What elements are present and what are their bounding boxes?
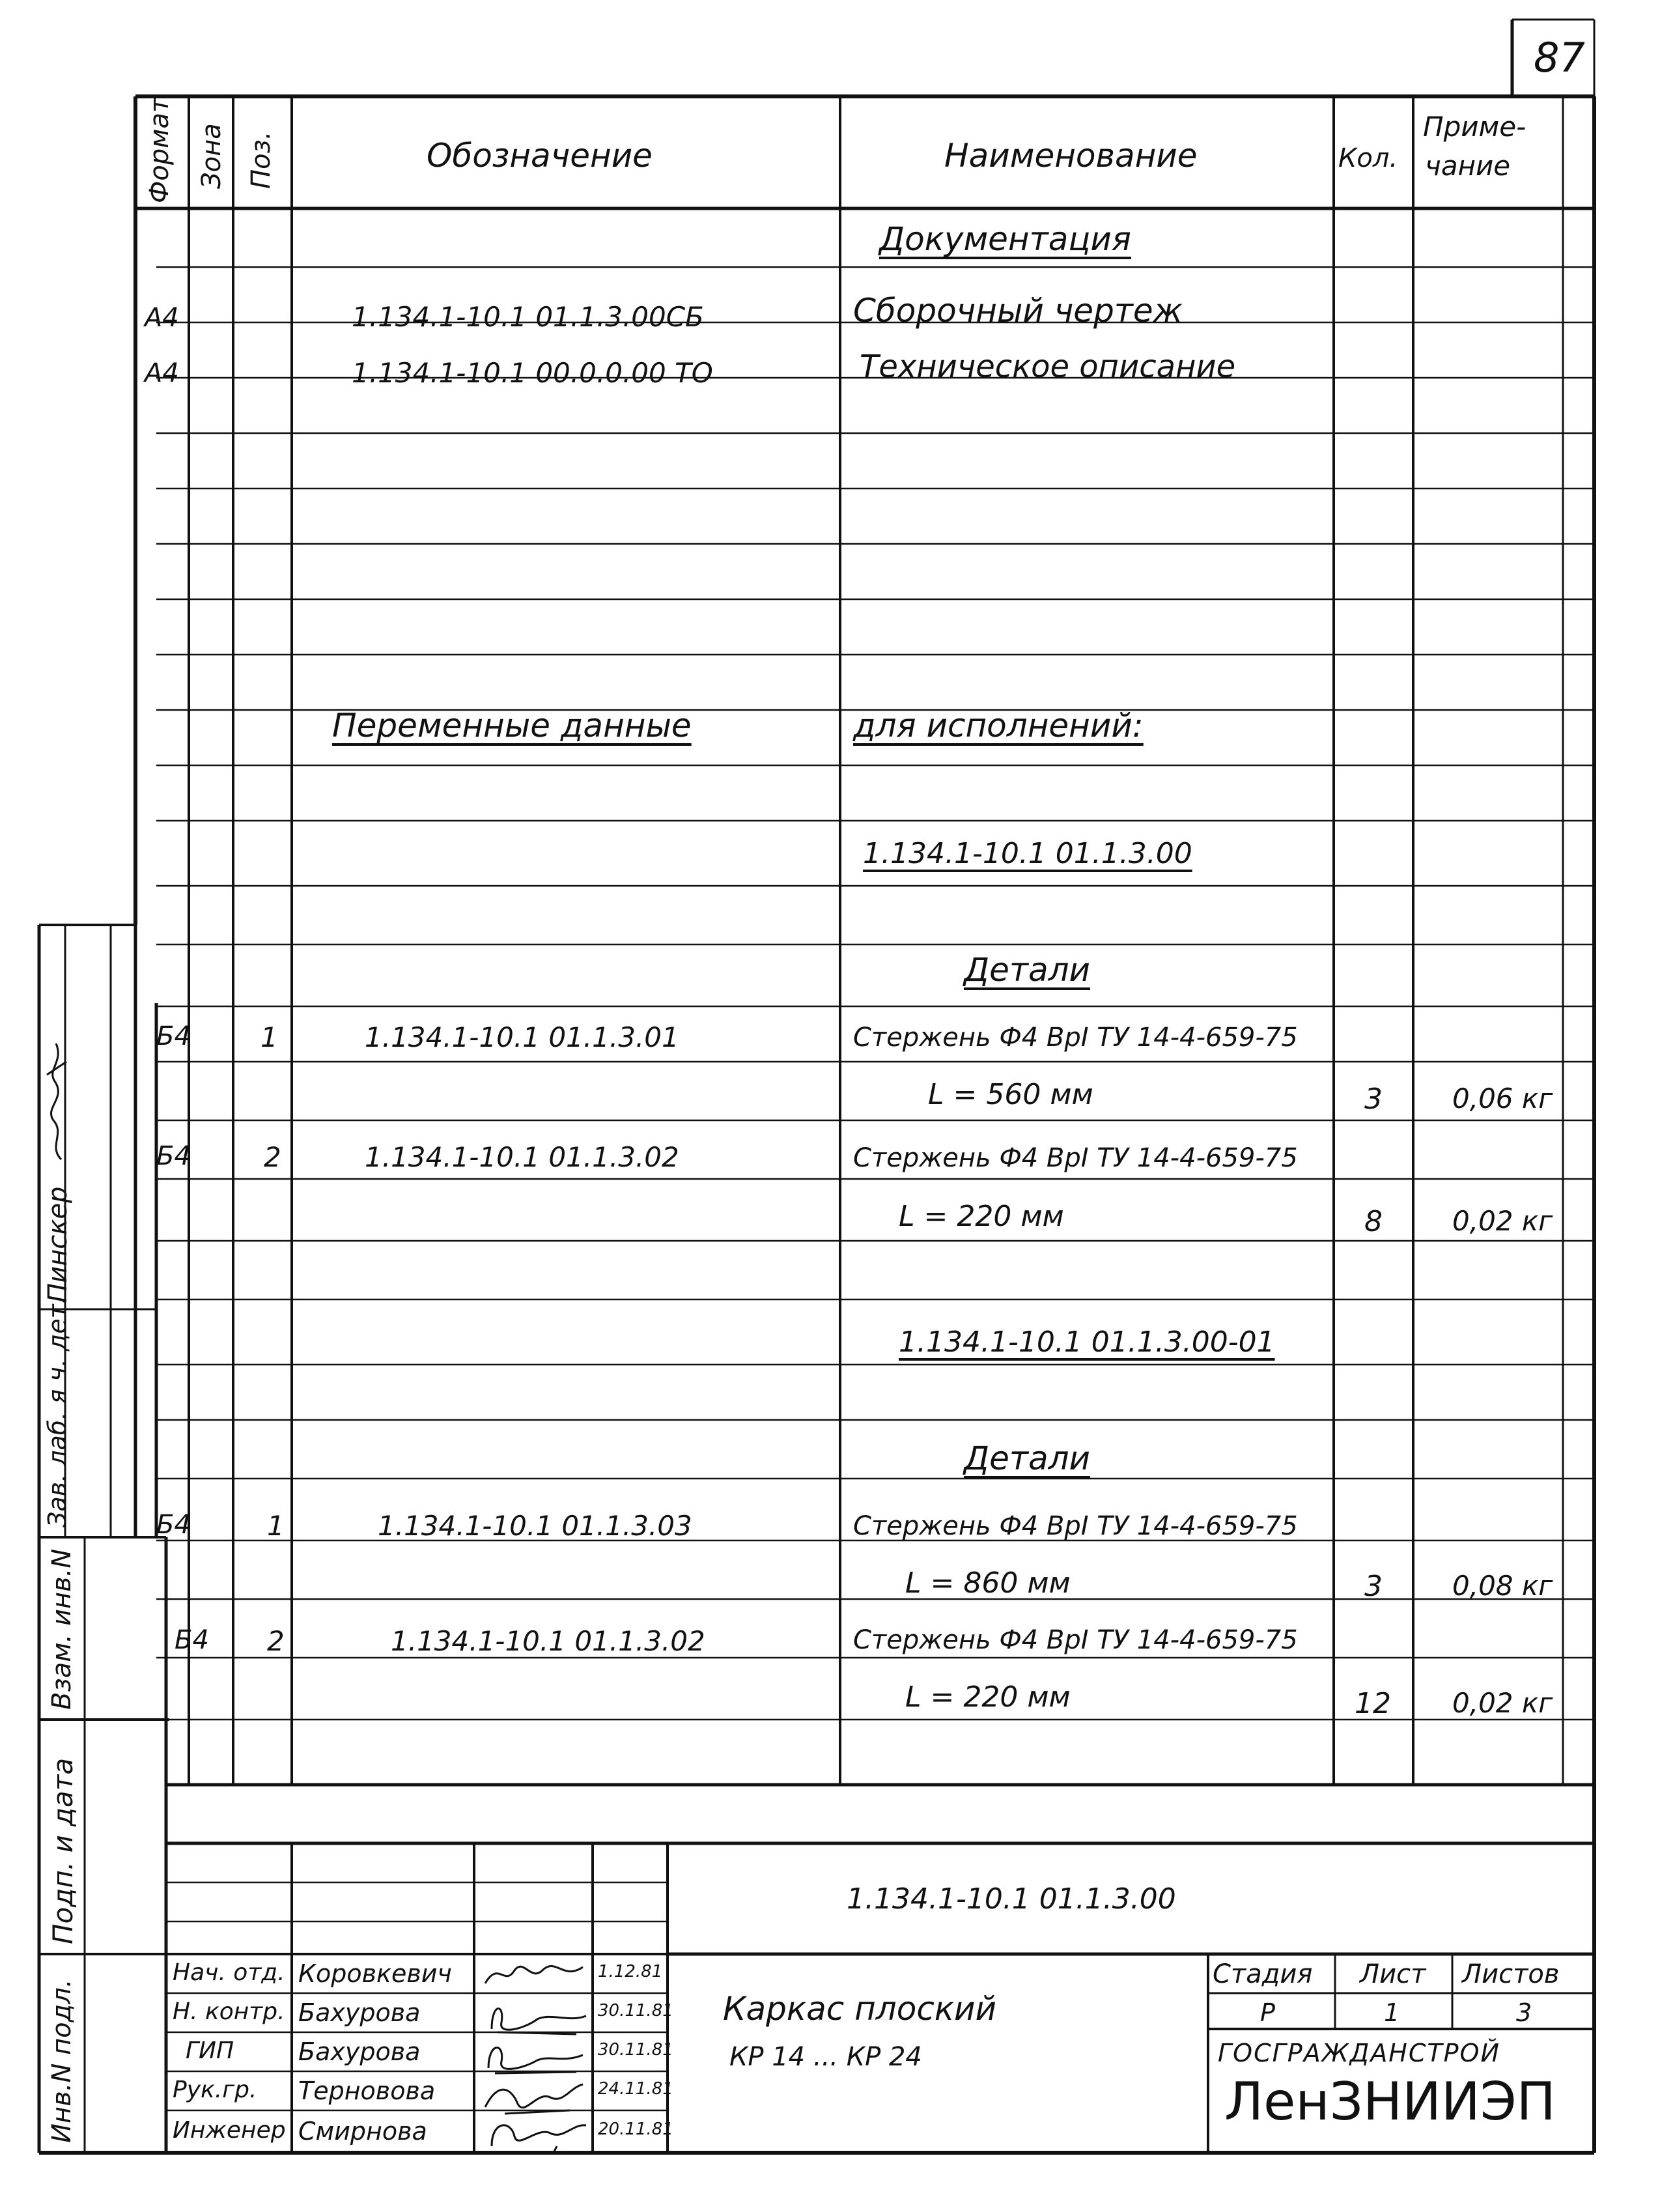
header-designation: Обозначение xyxy=(427,137,653,175)
r3-designation: 1.134.1-10.1 01.1.3.01 xyxy=(365,1021,679,1053)
r5-designation: 1.134.1-10.1 01.1.3.03 xyxy=(378,1510,692,1542)
header-format: Формат xyxy=(145,97,175,203)
section-details-2: Детали xyxy=(964,1439,1091,1477)
r4-designation: 1.134.1-10.1 01.1.3.02 xyxy=(365,1141,679,1173)
signer-date-4: 24.11.81 xyxy=(598,2079,673,2099)
execution-1: 1.134.1-10.1 01.1.3.00 xyxy=(863,837,1192,870)
r5b-name: L = 860 мм xyxy=(905,1567,1071,1600)
signer-role-4: Рук.гр. xyxy=(173,2077,257,2103)
r1-designation: 1.134.1-10.1 01.1.3.00СБ xyxy=(352,301,704,333)
r5b-qty: 3 xyxy=(1364,1570,1383,1603)
signer-name-1: Коровкевич xyxy=(298,1959,452,1988)
title-line-2: КР 14 ... КР 24 xyxy=(729,2042,922,2072)
r4-format: Б4 xyxy=(156,1141,191,1171)
r1-format: А4 xyxy=(145,303,179,333)
r4-name: Стержень Ф4 ВрI ТУ 14-4-659-75 xyxy=(853,1143,1298,1173)
r5b-note: 0,08 кг xyxy=(1452,1570,1553,1602)
strip-podp-data: Подп. и дата xyxy=(47,1757,79,1944)
r1-name: Сборочный чертеж xyxy=(853,292,1183,330)
r6-format: Б4 xyxy=(175,1625,209,1655)
r6-designation: 1.134.1-10.1 01.1.3.02 xyxy=(391,1625,705,1657)
header-note-2: чание xyxy=(1425,150,1511,182)
stage-label: Стадия xyxy=(1213,1959,1313,1989)
r3b-note: 0,06 кг xyxy=(1452,1083,1553,1114)
variable-data-right: для исполнений: xyxy=(853,707,1144,744)
strip-zav-lab: Зав. лаб. я ч. дет. xyxy=(43,1296,72,1527)
r5-format: Б4 xyxy=(156,1510,191,1540)
r6b-name: L = 220 мм xyxy=(905,1680,1071,1714)
r6b-note: 0,02 кг xyxy=(1452,1687,1553,1719)
org-name-1: ГОСГРАЖДАНСТРОЙ xyxy=(1218,2039,1500,2067)
header-note-1: Приме- xyxy=(1423,111,1526,143)
r3-name: Стержень Ф4 ВрI ТУ 14-4-659-75 xyxy=(853,1023,1298,1053)
section-details-1: Детали xyxy=(964,951,1091,989)
r4b-name: L = 220 мм xyxy=(899,1200,1064,1233)
r3b-qty: 3 xyxy=(1364,1083,1383,1116)
execution-2: 1.134.1-10.1 01.1.3.00-01 xyxy=(899,1326,1275,1359)
org-name-2: ЛенЗНИИЭП xyxy=(1224,2071,1556,2132)
variable-data-left: Переменные данные xyxy=(332,707,692,744)
r2-format: А4 xyxy=(145,358,179,388)
header-name: Наименование xyxy=(944,137,1198,175)
r6-name: Стержень Ф4 ВрI ТУ 14-4-659-75 xyxy=(853,1625,1298,1655)
signatures xyxy=(479,1957,589,2153)
header-pos: Поз. xyxy=(246,131,276,189)
signer-role-5: Инженер xyxy=(173,2117,286,2144)
signer-date-1: 1.12.81 xyxy=(598,1962,663,1981)
r6b-qty: 12 xyxy=(1355,1687,1391,1720)
r5-name: Стержень Ф4 ВрI ТУ 14-4-659-75 xyxy=(853,1511,1298,1541)
signer-date-2: 30.11.81 xyxy=(598,2001,673,2021)
signer-name-2: Бахурова xyxy=(298,1998,421,2027)
signer-role-1: Нач. отд. xyxy=(173,1959,285,1986)
strip-signature xyxy=(42,1036,70,1166)
page-number: 87 xyxy=(1534,34,1585,81)
signer-date-3: 30.11.81 xyxy=(598,2040,673,2060)
signer-name-3: Бахурова xyxy=(298,2037,421,2066)
r5-pos: 1 xyxy=(267,1510,285,1542)
sheet-label: Лист xyxy=(1360,1959,1426,1989)
sheets-value: 3 xyxy=(1516,1998,1532,2027)
strip-pinsker: Пинскер xyxy=(43,1186,73,1303)
signer-role-2: Н. контр. xyxy=(173,1998,285,2025)
r6-pos: 2 xyxy=(267,1625,285,1657)
r4-pos: 2 xyxy=(264,1141,281,1173)
sheets-label: Листов xyxy=(1462,1959,1560,1989)
header-zone: Зона xyxy=(197,123,227,189)
strip-vzam-inv: Взам. инв.N xyxy=(47,1548,77,1710)
r3-format: Б4 xyxy=(156,1021,191,1051)
stage-value: Р xyxy=(1260,1998,1275,2027)
title-line-1: Каркас плоский xyxy=(723,1990,997,2028)
r2-designation: 1.134.1-10.1 00.0.0.00 ТО xyxy=(352,357,713,389)
doc-number: 1.134.1-10.1 01.1.3.00 xyxy=(847,1882,1176,1916)
signer-name-4: Терновова xyxy=(298,2077,436,2105)
r3-pos: 1 xyxy=(260,1021,278,1053)
r2-name: Техническое описание xyxy=(860,348,1236,385)
r4b-note: 0,02 кг xyxy=(1452,1205,1553,1237)
sheet-value: 1 xyxy=(1384,1998,1400,2027)
strip-inv-podl: Инв.N подл. xyxy=(47,1979,77,2143)
header-qty: Кол. xyxy=(1338,143,1398,173)
section-documentation: Документация xyxy=(879,220,1131,258)
signer-date-5: 20.11.81 xyxy=(598,2120,673,2139)
signer-role-3: ГИП xyxy=(186,2037,234,2064)
r3b-name: L = 560 мм xyxy=(928,1078,1093,1111)
signer-name-5: Смирнова xyxy=(298,2117,427,2146)
r4b-qty: 8 xyxy=(1364,1205,1383,1238)
